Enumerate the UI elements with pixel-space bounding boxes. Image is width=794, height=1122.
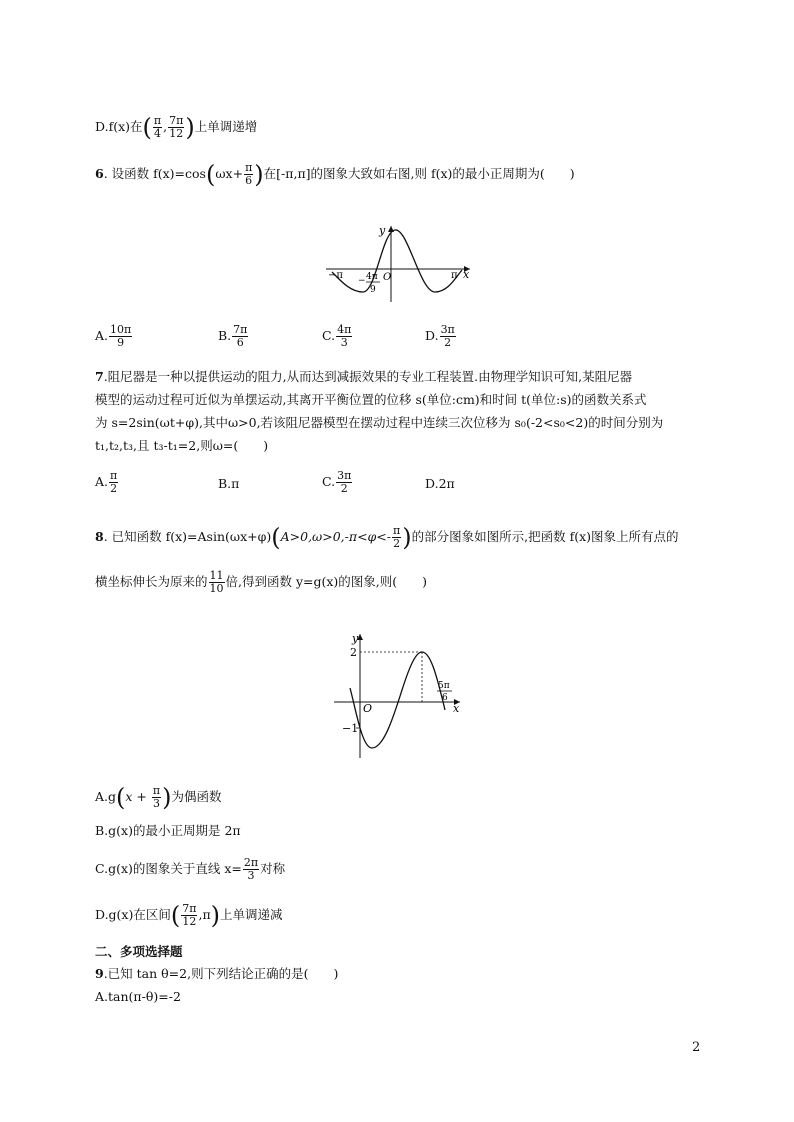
q8-stem-line-2: 横坐标伸长为原来的 $\frac{11}{10}$ 倍,得到函数 y=g(x)的图象,则( ) [95, 569, 428, 595]
q9-stem: 9.已知 tan θ=2,则下列结论正确的是( ) [95, 966, 339, 981]
q7-line-4: t₁,t₂,t₃,且 t₃-t₁=2,则ω=( ) [95, 438, 269, 453]
q8-stem-line-1: 8. 已知函数 f(x)=Asin(ωx+φ)(A>0,ω>0,-π<φ<- $\frac{\pi}{2}$ )的部分图象如图所示,把函数 f(x)图象上所有点的 [95, 523, 679, 552]
q6-curve [332, 230, 462, 292]
q6-neg-pi: −π [328, 270, 343, 281]
q7-line-2: 模型的运动过程可近似为单摆运动,其离开平衡位置的位移 s(单位:cm)和时间 t(单位:s)的函数关系式 [95, 392, 647, 407]
q8-mark-den: 6 [442, 693, 448, 703]
q8-y-label: y [352, 632, 359, 645]
q6-y-label: y [379, 224, 386, 237]
q6-origin: O [383, 272, 392, 283]
q7-option-a: A. $\frac{\pi}{2}$ [95, 469, 118, 495]
q7-option-d: D.2π [425, 476, 455, 491]
q6-option-c: C. $\frac{4\pi}{3}$ [322, 323, 352, 349]
q6-option-d: D. $\frac{3\pi}{2}$ [425, 323, 455, 349]
q8-sine-graph [330, 630, 470, 760]
q6-mark-sign: − [358, 276, 366, 286]
q6-option-b: B. $\frac{7\pi}{6}$ [218, 323, 248, 349]
q6-stem: 6. 设函数 f(x)=cos(ωx+ $\frac{\pi}{6}$ )在[-π,π]的图象大致如右图,则 f(x)的最小正周期为( ) [95, 160, 575, 189]
q8-origin: O [363, 702, 373, 715]
page-number: 2 [692, 1040, 701, 1055]
q5-option-d: D.f(x)在( $\frac{\pi}{4}$ , $\frac{7\pi}{12}$ )上单调递增 [95, 113, 258, 142]
q6-mark-den: 9 [370, 285, 376, 295]
q8-min-label: −1 [342, 722, 359, 735]
q8-option-c: C.g(x)的图象关于直线 x= $\frac{2\pi}{3}$ 对称 [95, 856, 286, 882]
q8-curve [350, 652, 445, 748]
q7-line-3: 为 s=2sin(ωt+φ),其中ω>0,若该阻尼器模型在摆动过程中连续三次位移为 s₀(-2<s₀<2)的时间分别为 [95, 415, 664, 430]
q8-option-a: A.g(x + $\frac{\pi}{3}$ )为偶函数 [95, 783, 222, 812]
q6-cosine-graph [320, 222, 480, 304]
q9-option-a: A.tan(π-θ)=-2 [95, 989, 181, 1004]
q8-mark-num: 5π [438, 681, 450, 691]
q6-mark-num: 4π [366, 272, 378, 282]
q7-option-c: C. $\frac{3\pi}{2}$ [322, 469, 352, 495]
q8-option-d: D.g(x)在区间( $\frac{7\pi}{12}$ ,π)上单调递减 [95, 901, 283, 930]
q8-max-label: 2 [350, 646, 357, 659]
q6-x-label: x [463, 268, 470, 281]
q6-option-a: A. $\frac{10\pi}{9}$ [95, 323, 132, 349]
q8-option-b: B.g(x)的最小正周期是 2π [95, 823, 241, 838]
q8-x-label: x [453, 702, 460, 715]
section-title: 二、多项选择题 [95, 944, 183, 959]
q6-pi: π [451, 270, 458, 281]
q7-option-b: B.π [218, 476, 240, 491]
q7-line-1: 7.阻尼器是一种以提供运动的阻力,从而达到减振效果的专业工程装置.由物理学知识可知,某阻尼器 [95, 369, 633, 384]
